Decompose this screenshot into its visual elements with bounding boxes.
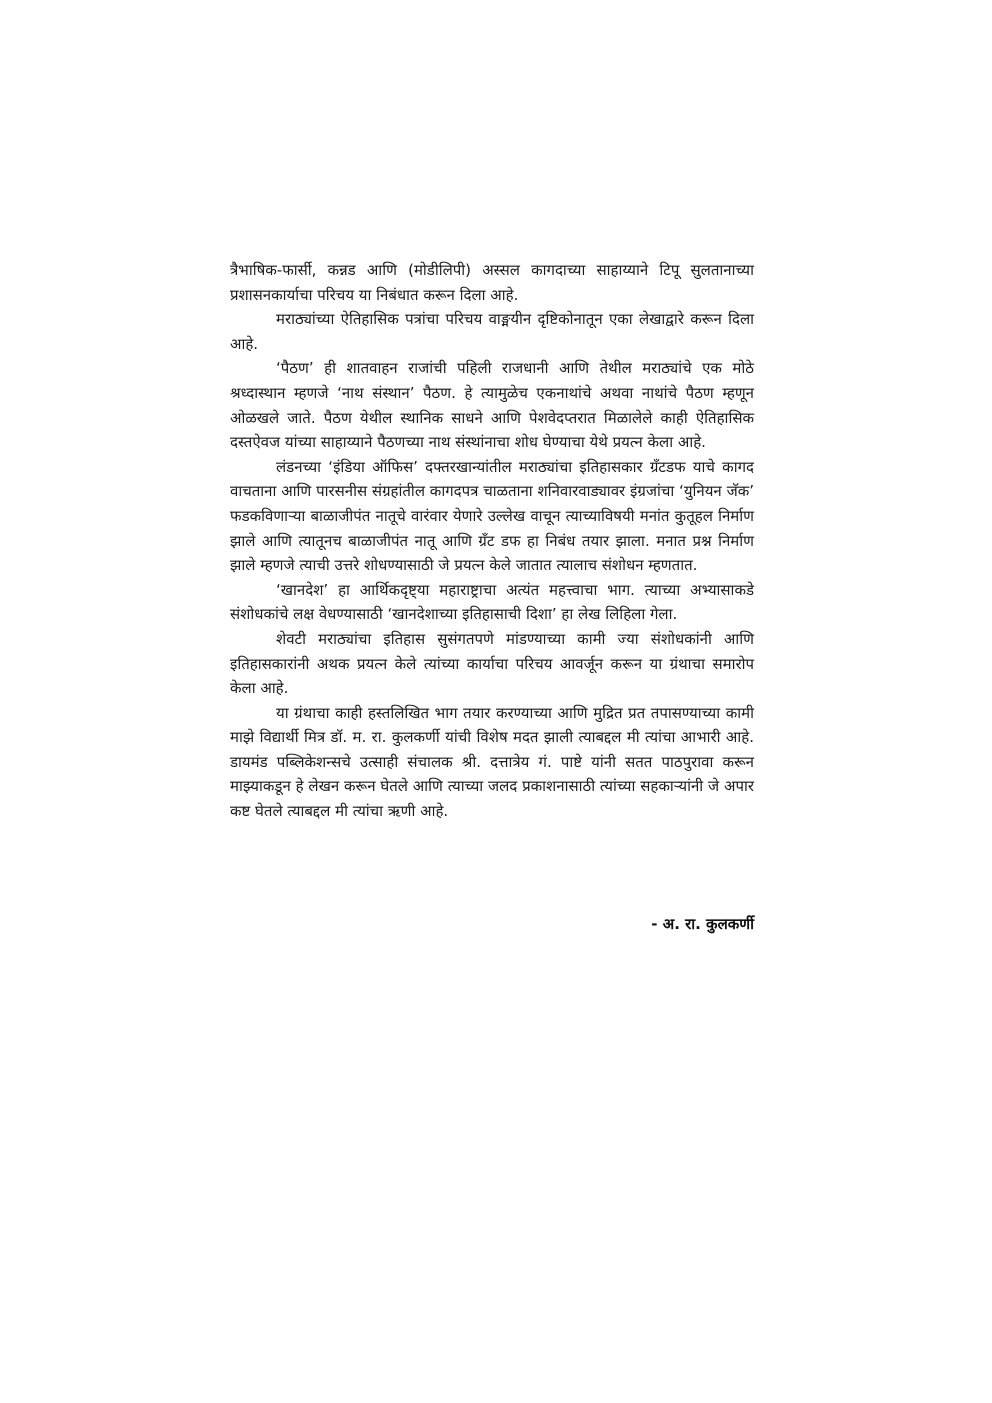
paragraph-conclusion: शेवटी मराठ्यांचा इतिहास सुसंगतपणे मांडण्याच्या कामी ज्या संशोधकांनी आणि इतिहासकारांनी अथक प्रयत्न केले त्यांच्या कार्याचा परिचय आवर्जून करून या ग्रंथाचा समारोप केला आहे.: [230, 629, 754, 698]
paragraph-khandesh: ‘खानदेश’ हा आर्थिकदृष्ट्या महाराष्ट्राचा अत्यंत महत्त्वाचा भाग. त्याच्या अभ्यासाकडे संशोधकांचे लक्ष वेधण्यासाठी ‘खानदेशाच्या इतिहासाची दिशा’ हा लेख लिहिला गेला.: [230, 580, 754, 624]
paragraph-maratha-letters: मराठ्यांच्या ऐतिहासिक पत्रांचा परिचय वाङ्मयीन दृष्टिकोनातून एका लेखाद्वारे करून दिला आहे.: [230, 310, 754, 353]
body-text: [230, 258, 754, 824]
paragraph-india-office: लंडनच्या ‘इंडिया ऑफिस’ दफ्तरखान्यांतील मराठ्यांचा इतिहासकार ग्रँटडफ याचे कागद वाचताना आणि पारसनीस संग्रहांतील कागदपत्र चाळताना शनिवारवाड्यावर इंग्रजांचा ‘युनियन जॅक’ फडकविणाऱ्या बाळाजीपंत नातूचे वारंवार येणारे उल्लेख वाचून त्याच्याविषयी मनांत कुतूहल निर्माण झाले आणि त्यातूनच बाळाजीपंत नातू आणि ग्रँट डफ हा निबंध तयार झाला. मनात प्रश्न निर्माण झाले म्हणजे त्याची उत्तरे शोधण्यासाठी जे प्रयत्न केले जातात त्यालाच संशोधन म्हणतात.: [230, 457, 754, 575]
paragraph-tipu-sultan: त्रैभाषिक-फार्सी, कन्नड आणि (मोडीलिपी) अस्सल कागदाच्या साहाय्याने टिपू सुलतानाच्या प्रशासनकार्याचा परिचय या निबंधात करून दिला आहे.: [230, 261, 754, 304]
paragraph-paithan: ‘पैठण’ ही शातवाहन राजांची पहिली राजधानी आणि तेथील मराठ्यांचे एक मोठे श्रध्दास्थान म्हणजे ‘नाथ संस्थान’ पैठण. हे त्यामुळेच एकनाथांचे अथवा नाथांचे पैठण म्हणून ओळखले जाते. पैठण येथील स्थानिक साधने आणि पेशवेदप्तरात मिळालेले काही ऐतिहासिक दस्तऐवज यांच्या साहाय्याने पैठणच्या नाथ संस्थांनाचा शोध घेण्याचा येथे प्रयत्न केला आहे.: [230, 359, 754, 452]
author-signature: - अ. रा. कुलकर्णी: [651, 915, 754, 933]
paragraph-acknowledgement: या ग्रंथाचा काही हस्तलिखित भाग तयार करण्याच्या आणि मुद्रित प्रत तपासण्याच्या कामी माझे विद्यार्थी मित्र डॉ. म. रा. कुलकर्णी यांची विशेष मदत झाली त्याबद्दल मी त्यांचा आभारी आहे. डायमंड पब्लिकेशन्सचे उत्साही संचालक श्री. दत्तात्रेय गं. पाष्टे यांनी सतत पाठपुरावा करून माझ्याकडून हे लेखन करून घेतले आणि त्याच्या जलद प्रकाशनासाठी त्यांच्या सहकाऱ्यांनी जे अपार कष्ट घेतले त्याबद्दल मी त्यांचा ऋणी आहे.: [230, 703, 754, 821]
